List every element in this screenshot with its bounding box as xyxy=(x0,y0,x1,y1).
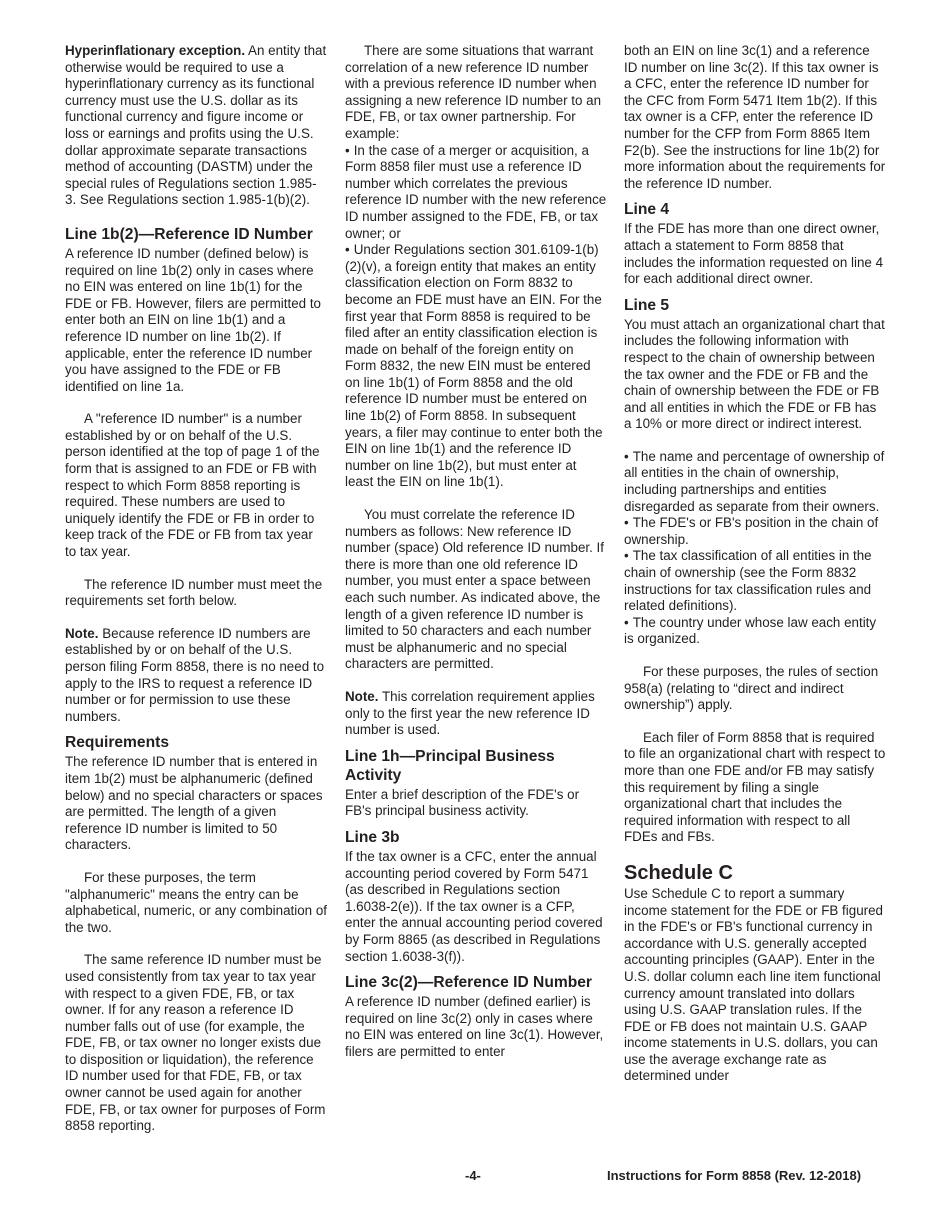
page-number: -4- xyxy=(465,1168,481,1183)
paragraph-single-chart: Each filer of Form 8858 that is required to file an organizational chart with respect to more than one FDE and/or FB may satisfy this requirement by filing a single organizational chart that includes the required information with respect to all FDEs and FBs. xyxy=(624,729,886,845)
bullet-icon: • xyxy=(624,614,629,630)
paragraph-requirements-intro: The reference ID number must meet the requirements set forth below. xyxy=(65,576,323,609)
paragraph-line-3c2-continued: both an EIN on line 3c(1) and a reference ID number on line 3c(2). If this tax owner is a CFC, enter the reference ID number for the CFC from Form 5471 Item 1b(2). If this tax owner is a CFP, enter the reference ID number for the CFP from Form 8865 Item F2(b). See the instructions for line 1b(2) for more information about the requirements for the reference ID number. xyxy=(624,43,886,191)
bullet-merger: • In the case of a merger or acquisition, a Form 8858 filer must use a reference ID number which correlates the previous reference ID number with the new reference ID number assigned to the FDE, FB, or tax owner; or xyxy=(345,142,607,241)
bullet-entity-classification: • Under Regulations section 301.6109-1(b)(2)(v), a foreign entity that makes an entity classification election on Form 8832 to become an FDE must have an EIN. For the first year that Form 8858 is required to be filed after an entity classification election is made on behalf of the foreign entity on Form 8832, the new EIN must be entered on line 1b(1) of Form 8858 and the old reference ID number must be entered on line 1b(2) of Form 8858. In subsequent years, a filer may continue to enter both the EIN on line 1b(1) and the reference ID number on line 1b(2), but must enter at least the EIN on line 1b(1). xyxy=(345,242,603,490)
bullet-country: • The country under whose law each entity is organized. xyxy=(624,614,877,647)
paragraph-schedule-c: Use Schedule C to report a summary income statement for the FDE or FB figured in the FDE's or FB's functional currency in accordance with U.S. generally accepted accounting principles (GAAP). Enter in the U.S. dollar column each line item functional currency amount translated into dollars using U.S. GAAP translation rules. If the FDE or FB does not maintain U.S. GAAP income statements in U.S. dollars, you can use the average exchange rate as determined under xyxy=(624,885,883,1084)
footer-title: Instructions for Form 8858 (Rev. 12-2018) xyxy=(607,1168,862,1183)
note-paragraph xyxy=(65,626,327,726)
bullet-position: • The FDE's or FB's position in the chain of ownership. xyxy=(624,515,879,547)
paragraph-correlation-situations: There are some situations that warrant correlation of a new reference ID number with a previous reference ID number when assigning a new reference ID number to an FDE, FB, or tax owner partnership. For example: xyxy=(345,43,602,141)
note-lead-2: Note. xyxy=(345,688,379,704)
column-2 xyxy=(345,43,607,1076)
heading-line-1h: Line 1h—Principal Business Activity xyxy=(345,747,555,784)
bullet-icon: • xyxy=(345,242,350,258)
heading-line-5: Line 5 xyxy=(624,296,670,314)
bullet-tax-classification: • The tax classification of all entities in the chain of ownership (see the Form 8832 instructions for tax classification rules and related definitions). xyxy=(624,548,872,614)
paragraph-principal-business: Enter a brief description of the FDE's or FB's principal business activity. xyxy=(345,786,580,819)
bullet-ownership-names: • The name and percentage of ownership of all entities in the chain of ownership, including partnerships and entities disregarded as separate from their owners. xyxy=(624,448,885,514)
note-lead: Note. xyxy=(65,625,99,641)
heading-line-3b: Line 3b xyxy=(345,828,400,846)
heading-line-3c2: Line 3c(2)—Reference ID Number xyxy=(345,974,592,992)
note-text-2: This correlation requirement applies only to the first year the new reference ID number is used. xyxy=(345,688,595,738)
paragraph-1b2-intro: A reference ID number (defined below) is required on line 1b(2) only in cases where no EIN was entered on line 1b(1) for the FDE or FB. However, filers are permitted to enter both an EIN on line 1b(1) and a reference ID number on line 1b(2). If applicable, enter the reference ID number you have assigned to the FDE or FB identified on line 1a. xyxy=(65,245,321,394)
paragraph-alphanumeric-requirement: The reference ID number that is entered in item 1b(2) must be alphanumeric (defined below) and no special characters or spaces are permitted. The length of a given reference ID number is limited to 50 characters. xyxy=(65,754,323,853)
column-3 xyxy=(624,43,886,1101)
hyperinflationary-lead: Hyperinflationary exception. xyxy=(65,43,246,58)
bullet-icon: • xyxy=(624,515,629,531)
paragraph-section-958a: For these purposes, the rules of section 958(a) (relating to “direct and indirect ownership”) apply. xyxy=(624,664,879,713)
paragraph-line-3c2: A reference ID number (defined earlier) is required on line 3c(2) only in cases where no EIN was entered on line 3c(1). However, filers are permitted to enter xyxy=(345,994,604,1059)
note-paragraph-2 xyxy=(345,689,607,739)
paragraph-line-4: If the FDE has more than one direct owner, attach a statement to Form 8858 that includes the information requested on line 4 for each additional direct owner. xyxy=(624,221,884,287)
paragraph-line-3b: If the tax owner is a CFC, enter the annual accounting period covered by Form 5471 (as described in Regulations section 1.6038-2(e)). If the tax owner is a CFP, enter the annual accounting period covered by Form 8865 (as described in Regulations section 1.6038-3(f)). xyxy=(345,848,603,964)
heading-line-4: Line 4 xyxy=(624,201,670,219)
bullet-icon: • xyxy=(624,548,629,564)
paragraph-reference-id-definition: A "reference ID number" is a number established by or on behalf of the U.S. person identified at the top of page 1 of the form that is assigned to an FDE or FB with respect to which Form 8858 reporting is required. These numbers are used to uniquely identify the FDE or FB in order to keep track of the FDE or FB from tax year to tax year. xyxy=(65,411,320,560)
heading-schedule-c: Schedule C xyxy=(624,861,733,884)
note-text: Because reference ID numbers are established by or on behalf of the U.S. person filing Form 8858, there is no need to apply to the IRS to request a reference ID number or for permission to use these numbers. xyxy=(65,625,325,724)
heading-line-1b2: Line 1b(2)—Reference ID Number xyxy=(65,225,313,243)
paragraph-correlate-format: You must correlate the reference ID numbers as follows: New reference ID number (space) Old reference ID number. If there is more than one old reference ID number, you must enter a space between each such number. As indicated above, the length of a given reference ID number is limited to 50 characters and each number must be alphanumeric and no special characters are permitted. xyxy=(345,507,604,672)
bullet-icon: • xyxy=(345,142,350,158)
hyperinflationary-text: An entity that otherwise would be required to use a hyperinflationary currency as its functional currency must use the U.S. dollar as its functional currency and figure income or loss or earnings and profits using the U.S. dollar approximate separate transactions method of accounting (DASTM) under the special rules of Regulations section 1.985-3. See Regulations section 1.985-1(b)(2). xyxy=(65,43,327,208)
paragraph-consistent-use: The same reference ID number must be used consistently from tax year to tax year with respect to a given FDE, FB, or tax owner. If for any reason a reference ID number falls out of use (for example, the FDE, FB, or tax owner no longer exists due to disposition or liquidation), the reference ID number used for that FDE, FB, or tax owner cannot be used again for another FDE, FB, or tax owner for purposes of Form 8858 reporting. xyxy=(65,952,326,1134)
column-1 xyxy=(65,43,327,1151)
paragraph-alphanumeric-definition: For these purposes, the term "alphanumeric" means the entry can be alphabetical, numeric, or any combination of the two. xyxy=(65,869,328,935)
heading-requirements: Requirements xyxy=(65,734,169,752)
hyperinflationary-paragraph xyxy=(65,43,327,209)
paragraph-line-5: You must attach an organizational chart that includes the following information with respect to the chain of ownership between the tax owner and the FDE or FB and the chain of ownership between the FDE or FB and all entities in which the FDE or FB has a 10% or more direct or indirect interest. xyxy=(624,316,885,432)
bullet-icon: • xyxy=(624,448,629,464)
